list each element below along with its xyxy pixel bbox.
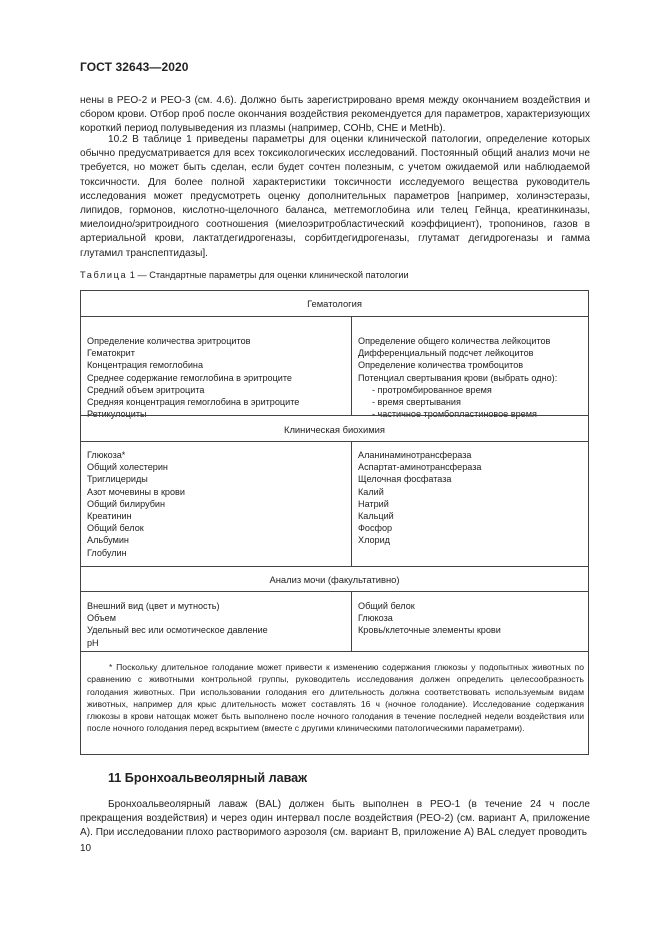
list-item: Калий — [358, 486, 384, 497]
list-item: Общий белок — [358, 601, 415, 611]
list-item: Аспартат-аминотрансфераза — [358, 462, 482, 473]
urinalysis-left-list — [87, 600, 347, 649]
list-item: Концентрация гемоглобина — [87, 360, 204, 371]
clinical-pathology-table — [80, 290, 589, 755]
list-item: Кальций — [358, 511, 394, 522]
table-divider — [81, 651, 588, 652]
column-divider — [351, 441, 352, 566]
document-code: ГОСТ 32643—2020 — [80, 60, 189, 74]
list-item: Объем — [87, 613, 116, 624]
list-item: Определение общего количества лейкоцитов — [358, 336, 551, 346]
list-item: Глобулин — [87, 547, 127, 558]
table-divider — [81, 566, 588, 567]
list-item: Хлорид — [358, 535, 390, 546]
list-item: Определение количества тромбоцитов — [358, 360, 524, 371]
paragraph-continuation: нены в РЕО-2 и РЕО-3 (см. 4.6). Должно быть зарегистрировано время между окончанием воздействия и сбором крови. Отбор проб после окончания воздействия рекомендуется для параметров, характеризующих короткий период полувыведения из плазмы (например, COHb, CHE и MetHb). — [80, 95, 590, 135]
section-header-hematology: Гематология — [307, 298, 362, 309]
urinalysis-right-list — [358, 600, 586, 637]
list-item: Щелочная фосфатаза — [358, 474, 452, 485]
table-footnote: * Поскольку длительное голодание может привести к изменению содержания глюкозы у подопытных животных по сравнению с животными контрольной группы, руководитель исследования должен определить целесообразность голодания животных. При использовании голодания его длительность должна соответствовать используемым видам животных, например для крыс длительность может составлять 16 ч (ночное голодание). Исследование содержания глюкозы в крови натощак может быть выполнено после ночного голодания в течение последней недели воздействия или после ночного голодания перед вскрытием (вместе с другими клиническими патологическими параметрами). — [87, 662, 584, 734]
list-item: Гематокрит — [87, 348, 135, 359]
table-divider — [81, 415, 588, 416]
list-item: Креатинин — [87, 511, 132, 522]
column-divider — [351, 316, 352, 415]
table-divider — [81, 441, 588, 442]
list-item: Средний объем эритроцита — [87, 384, 205, 395]
list-item: Удельный вес или осмотическое давление — [87, 625, 268, 636]
list-item: Определение количества эритроцитов — [87, 336, 251, 346]
section-header-urinalysis: Анализ мочи (факультативно) — [269, 574, 400, 585]
paragraph-section-11: Бронхоальвеолярный лаваж (BAL) должен быть выполнен в РЕО-1 (в течение 24 ч после прекращения воздействия) и через один интервал после воздействия (РЕО-2) (см. вариант А, приложение А). При исследовании плохо растворимого аэрозоля (см. вариант В, приложение А) BAL следует проводить — [80, 799, 590, 839]
page-number: 10 — [80, 843, 92, 854]
list-item: Внешний вид (цвет и мутность) — [87, 601, 220, 611]
column-divider — [351, 591, 352, 651]
list-sub-item: - время свертывания — [372, 397, 461, 408]
biochemistry-right-list — [358, 449, 586, 547]
hematology-left-list — [87, 335, 347, 420]
list-item: Глюкоза* — [87, 450, 126, 460]
list-item: Азот мочевины в крови — [87, 486, 185, 497]
list-item: Натрий — [358, 498, 389, 509]
list-item: Ретикулоциты — [87, 409, 147, 420]
list-item: Кровь/клеточные элементы крови — [358, 625, 501, 636]
table-caption-text: 1 — Стандартные параметры для оценки клинической патологии — [127, 270, 409, 280]
list-item: Аланинаминотрансфераза — [358, 450, 472, 460]
list-item: Фосфор — [358, 523, 393, 534]
table-divider — [81, 591, 588, 592]
table-divider — [81, 316, 588, 317]
list-item: Глюкоза — [358, 613, 393, 624]
list-item: Общий холестерин — [87, 462, 168, 473]
list-item: Средняя концентрация гемоглобина в эритроците — [87, 397, 300, 408]
section-heading-11: 11 Бронхоальвеолярный лаваж — [108, 771, 308, 785]
list-item: Дифференциальный подсчет лейкоцитов — [358, 348, 534, 359]
section-header-biochemistry: Клиническая биохимия — [284, 424, 385, 435]
list-item: Триглицериды — [87, 474, 148, 485]
biochemistry-left-list — [87, 449, 347, 559]
list-item: Общий билирубин — [87, 498, 166, 509]
table-caption-lead: Таблица — [80, 270, 128, 280]
list-sub-item: - частичное тромбопластиновое время — [372, 409, 537, 420]
list-sub-item: - протромбированное время — [372, 384, 492, 395]
hematology-right-list — [358, 335, 586, 420]
list-item: Альбумин — [87, 535, 129, 546]
list-item: Среднее содержание гемоглобина в эритроците — [87, 372, 292, 383]
list-item: Потенциал свертывания крови (выбрать одно): — [358, 372, 558, 383]
list-item: pH — [87, 637, 99, 648]
paragraph-10-2: 10.2 В таблице 1 приведены параметры для оценки клинической патологии, определение которых обычно предусматривается для всех токсикологических исследований. Постоянный общий анализ мочи не требуется, но может быть сделан, если будет сочтен полезным, с учетом ожидаемой или наблюдаемой токсичности. Для более полной характеристики токсичности исследуемого вещества руководитель исследования может предусмотреть оценку дополнительных параметров [например, холинэстеразы, липидов, гормонов, кислотно-щелочного баланса, метгемоглобина или телец Гейнца, креатинкиназы, миелоидно/эритроидного соотношения (миелоэритробластический коэффициент), тропонинов, газов в артериальной крови, лактатдегидрогеназы, сорбитдегидрогеназы, глутамат дегидрогеназы и гамма глутамил транспептидазы]. — [80, 134, 590, 259]
table-caption — [80, 270, 409, 280]
list-item: Общий белок — [87, 523, 144, 534]
